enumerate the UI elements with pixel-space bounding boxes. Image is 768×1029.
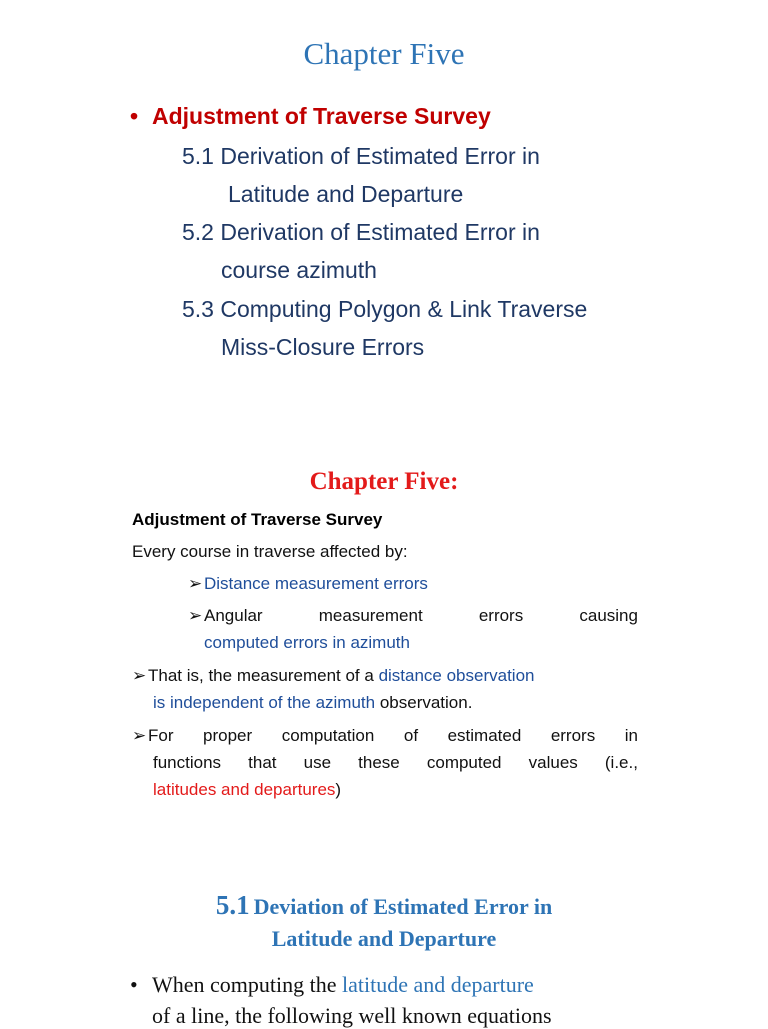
slide-2: [0, 400, 768, 840]
section-number: 5.1: [215, 890, 250, 920]
sub-bullet-distance-text: Distance measurement errors: [204, 574, 428, 593]
para-1-line-2: is independent of the azimuth observation.: [153, 693, 473, 712]
arrow-bullet-icon: ➢: [132, 666, 147, 685]
slide-3-title-line-1: [0, 890, 768, 921]
sub-bullet-distance: [188, 574, 428, 594]
main-bullet-text: Adjustment of Traverse Survey: [152, 103, 491, 129]
sub-bullet-angular-line-1: [188, 606, 638, 626]
item-5-2-line-1: 5.2 Derivation of Estimated Error in: [182, 219, 540, 245]
section-title-text: Deviation of Estimated Error in: [253, 894, 553, 919]
item-5-2-line-2: course azimuth: [221, 257, 377, 283]
slide-3-title-line-2: Latitude and Departure: [271, 926, 497, 951]
slide-2-intro: Every course in traverse affected by:: [132, 542, 408, 561]
bullet-dot-icon: •: [130, 972, 138, 997]
item-5-1-line-1: 5.1 Derivation of Estimated Error in: [182, 143, 540, 169]
angular-word-2: measurement: [318, 606, 423, 625]
item-5-1-line-2: Latitude and Departure: [228, 181, 464, 207]
para-2-line-3: latitudes and departures): [153, 780, 342, 799]
slide-3: [0, 840, 768, 1028]
sub-bullet-angular-line-2: computed errors in azimuth: [204, 633, 410, 652]
para-2-line-2: functions that use these computed values (i.e.,: [153, 753, 638, 772]
slide-1: [0, 0, 768, 400]
para-1-line-1: ➢ That is, the measurement of a distance observation: [132, 666, 535, 685]
slide-3-bullet-line-2: of a line, the following well known equations: [152, 1003, 552, 1028]
slide-2-subtitle: Adjustment of Traverse Survey: [132, 510, 383, 529]
slide-1-title: Chapter Five: [303, 36, 465, 71]
slide-1-main-bullet: [130, 103, 491, 130]
angular-word-4: causing: [579, 606, 638, 625]
slide-2-title: Chapter Five:: [309, 468, 459, 495]
para-2-line-1: ➢ For proper computation of estimated errors in: [132, 726, 638, 745]
arrow-bullet-icon: ➢: [132, 726, 147, 745]
arrow-bullet-icon: ➢: [188, 574, 203, 593]
item-5-3-line-1: 5.3 Computing Polygon & Link Traverse: [182, 296, 588, 322]
bullet-dot-icon: •: [130, 103, 139, 129]
arrow-bullet-icon: ➢: [188, 606, 203, 625]
angular-word-1: ➢ Angular: [188, 606, 263, 625]
slide-3-bullet-line-1: • When computing the latitude and departure: [130, 972, 534, 997]
item-5-3-line-2: Miss-Closure Errors: [221, 334, 425, 360]
angular-word-3: errors: [478, 606, 524, 625]
